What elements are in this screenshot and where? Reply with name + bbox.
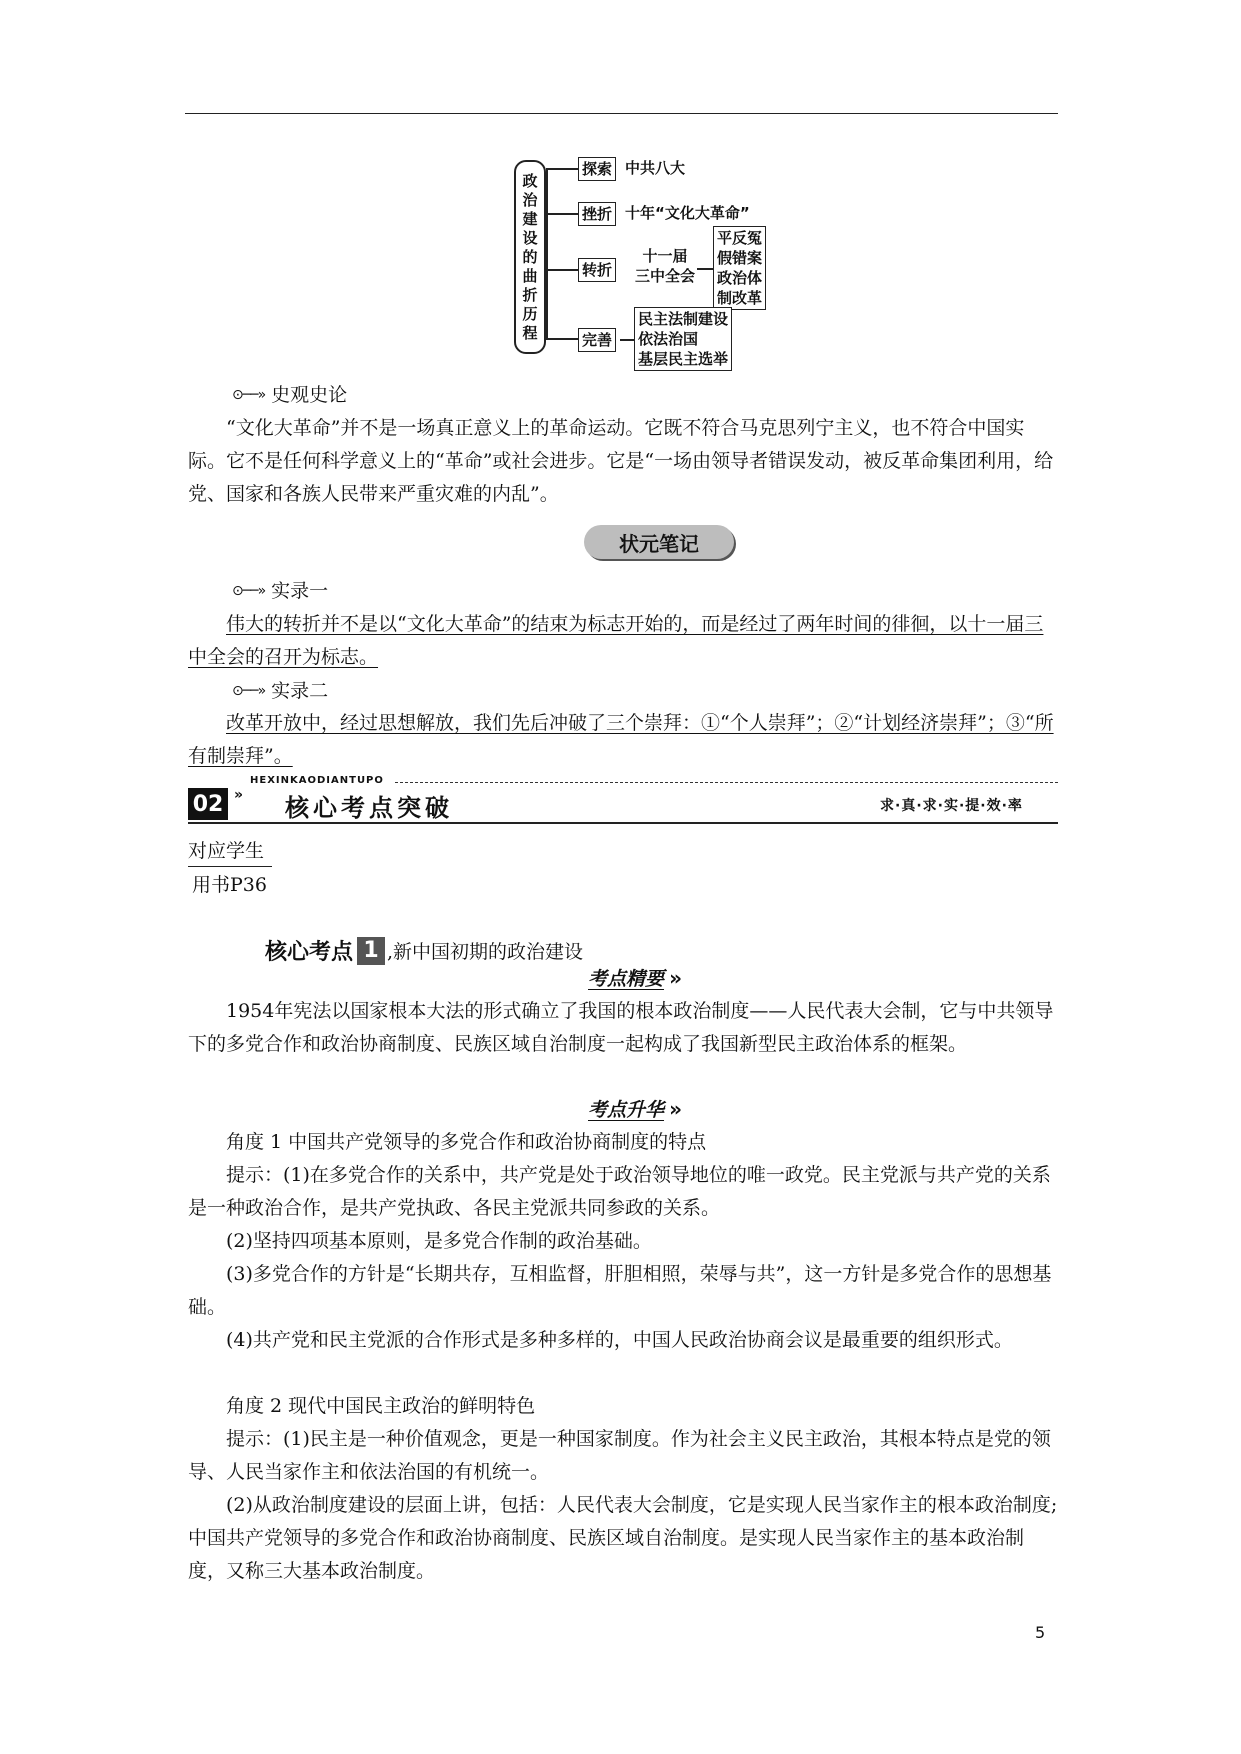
diagram-title-box: 政 治 建 设 的 曲 折 历 程 [514,160,546,354]
angle1-point-2: (2)坚持四项基本原则，是多党合作制的政治基础。 [226,1230,652,1252]
stage-result-turning: 平反冤 假错案 政治体 制改革 [713,226,766,310]
angle1-title: 角度 1 中国共产党领导的多党合作和政治协商制度的特点 [226,1131,707,1153]
diagram-connector [697,268,713,270]
notes-title: 状元笔记 [584,525,734,559]
reference-line1: 对应学生 [188,836,272,867]
core-point-title: ,新中国初期的政治建设 [387,941,584,963]
band-title: 核心考点突破 [285,794,453,822]
summary-text: 1954年宪法以国家根本大法的形式确立了我国的根本政治制度——人民代表大会制，它与中共领导下的多党合作和政治协商制度、民族区域自治制度一起构成了我国新型民主政治体系的框架。 [188,1000,1054,1055]
diagram-connector [620,339,634,341]
header-rule [185,113,1058,114]
bullet-arrow-icon: ⊙──» [232,683,266,699]
core-point-label: 核心考点 [265,940,354,965]
diagram-connector [546,338,580,340]
stage-label-turning: 转折 [578,258,616,282]
band-number: 02 [188,788,228,820]
angle2-title: 角度 2 现代中国民主政治的鲜明特色 [226,1395,536,1417]
band-dashed-rule [395,782,1058,783]
stage-detail-explore: 中共八大 [625,159,686,177]
reference-line2: 用书P36 [192,874,267,896]
band-rule [188,822,1058,824]
band-slogan: 求·真·求·实·提·效·率 [880,798,1023,814]
stage-detail-turning: 十一届 三中全会 [635,247,696,285]
stage-detail-setback: 十年“文化大革命” [625,204,750,222]
stage-label-explore: 探索 [578,157,616,181]
diagram-connector [546,168,580,170]
summary-heading: 考点精要 » [588,966,683,990]
shiguan-heading: ⊙──» 史观史论 [232,379,347,412]
bullet-arrow-icon: ⊙──» [232,387,266,403]
note-heading-2: ⊙──» 实录二 [232,675,328,708]
diagram-connector [546,269,580,271]
note-text-1: 伟大的转折并不是以“文化大革命”的结束为标志开始的，而是经过了两年时间的徘徊，以十一届三中全会的召开为标志。 [188,613,1044,668]
double-chevron-icon: » [669,966,683,990]
page-number: 5 [1035,1623,1046,1642]
core-point [265,935,583,966]
note-text-2: 改革开放中，经过思想解放，我们先后冲破了三个崇拜：①“个人崇拜”；②“计划经济崇拜”；③“所有制崇拜”。 [188,712,1054,767]
angle1-point-3: (3)多党合作的方针是“长期共存，互相监督，肝胆相照，荣辱与共”，这一方针是多党合作的思想基础。 [188,1263,1052,1318]
double-chevron-icon: » [669,1097,683,1121]
angle2-point-2: (2)从政治制度建设的层面上讲，包括：人民代表大会制度，它是实现人民当家作主的根本政治制度;中国共产党领导的多党合作和政治协商制度、民族区域自治制度。是实现人民当家作主的基本政治制度，又称三大基本政治制度。 [188,1494,1058,1582]
diagram-connector [546,213,580,215]
core-point-number: 1 [357,937,385,965]
stage-label-improve: 完善 [578,328,616,352]
chevron-icon: » [234,787,244,803]
upgrade-heading: 考点升华 » [588,1097,683,1121]
stage-detail-improve: 民主法制建设 依法治国 基层民主选举 [634,307,732,371]
band-pinyin: HEXINKAODIANTUPO [250,775,384,786]
stage-label-setback: 挫折 [578,202,616,226]
note-heading-1: ⊙──» 实录一 [232,575,328,608]
bullet-arrow-icon: ⊙──» [232,583,266,599]
angle1-point-1: 提示：(1)在多党合作的关系中，共产党是处于政治领导地位的唯一政党。民主党派与共产党的关系是一种政治合作，是共产党执政、各民主党派共同参政的关系。 [188,1164,1051,1219]
diagram-connector [546,168,548,338]
shiguan-text: “文化大革命”并不是一场真正意义上的革命运动。它既不符合马克思列宁主义，也不符合中国实际。它不是任何科学意义上的“革命”或社会进步。它是“一场由领导者错误发动，被反革命集团利用，给党、国家和各族人民带来严重灾难的内乱”。 [188,417,1054,505]
angle1-point-4: (4)共产党和民主党派的合作形式是多种多样的，中国人民政治协商会议是最重要的组织形式。 [226,1329,1013,1351]
angle2-point-1: 提示：(1)民主是一种价值观念，更是一种国家制度。作为社会主义民主政治，其根本特点是党的领导、人民当家作主和依法治国的有机统一。 [188,1428,1051,1483]
